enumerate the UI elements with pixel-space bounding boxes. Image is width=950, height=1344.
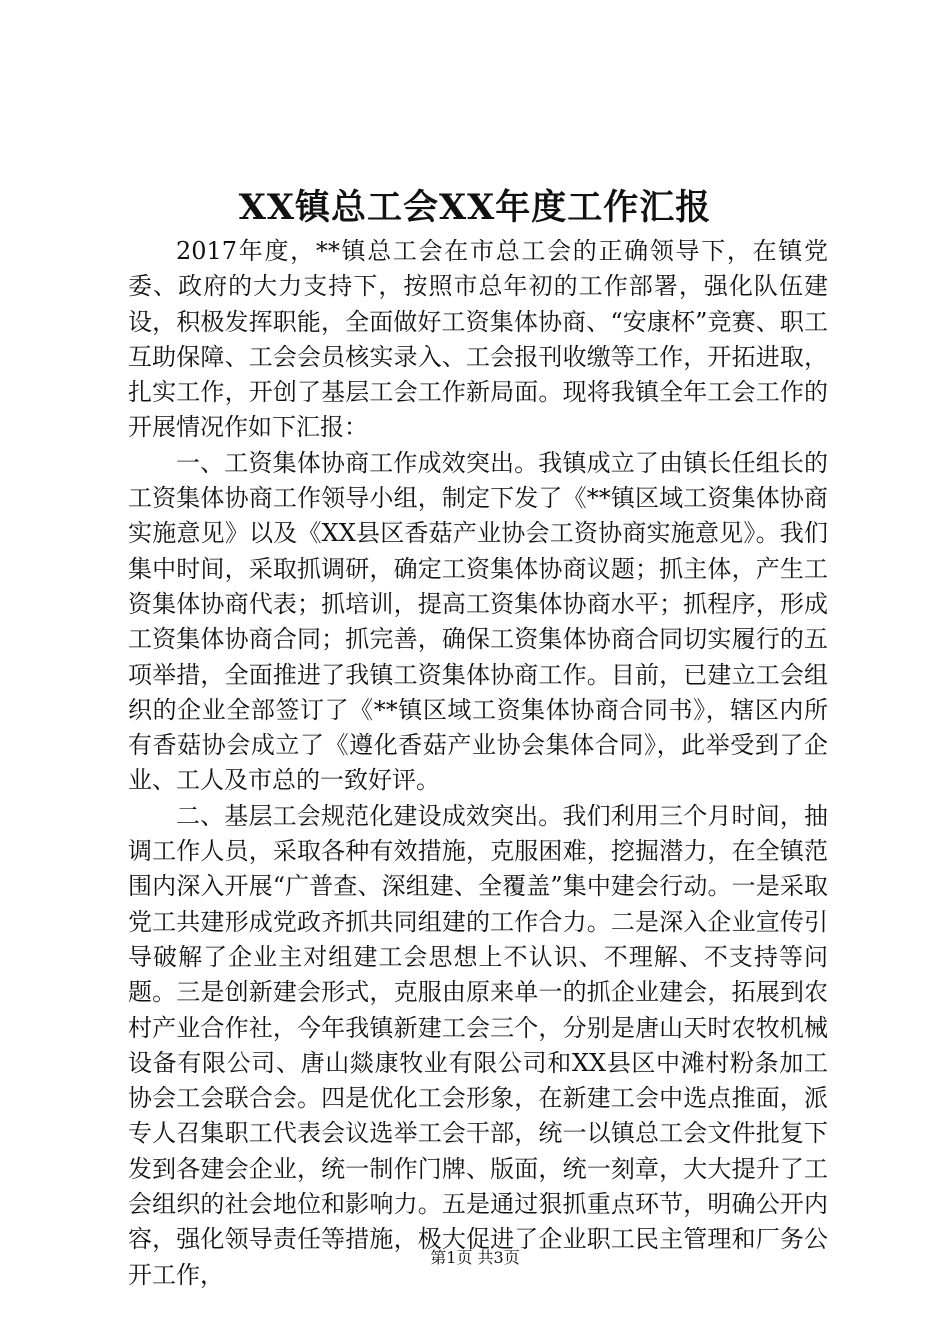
paragraph-wage-negotiation: 一、工资集体协商工作成效突出。我镇成立了由镇长任组长的工资集体协商工作领导小组，制定下发了《**镇区域工资集体协商实施意见》以及《XX县区香菇产业协会工资协商实施意见》。我们集中时间，采取抓调研，确定工资集体协商议题；抓主体，产生工资集体协商代表；抓培训，提高工资集体协商水平；抓程序，形成工资集体协商合同；抓完善，确保工资集体协商合同切实履行的五项举措，全面推进了我镇工资集体协商工作。目前，已建立工会组织的企业全部签订了《**镇区域工资集体协商合同书》，辖区内所有香菇协会成立了《遵化香菇产业协会集体合同》，此举受到了企业、工人及市总的一致好评。 <box>128 448 828 795</box>
paragraph-intro: 2017年度，**镇总工会在市总工会的正确领导下，在镇党委、政府的大力支持下，按照市总年初的工作部署，强化队伍建设，积极发挥职能，全面做好工资集体协商、“安康杯”竞赛、职工互助保障、工会会员核实录入、工会报刊收缴等工作，开拓进取，扎实工作，开创了基层工会工作新局面。现将我镇全年工会工作的开展情况作如下汇报： <box>128 237 828 442</box>
document-title: XX镇总工会XX年度工作汇报 <box>238 187 712 228</box>
document-body <box>128 234 828 1293</box>
paragraph-union-standardization: 二、基层工会规范化建设成效突出。我们利用三个月时间，抽调工作人员，采取各种有效措施，克服困难，挖掘潜力，在全镇范围内深入开展“广普查、深组建、全覆盖”集中建会行动。一是采取党工共建形成党政齐抓共同组建的工作合力。二是深入企业宣传引导破解了企业主对组建工会思想上不认识、不理解、不支持等问题。三是创新建会形式，克服由原来单一的抓企业建会，拓展到农村产业合作社，今年我镇新建工会三个，分别是唐山天时农牧机械设备有限公司、唐山燚康牧业有限公司和XX县区中滩村粉条加工协会工会联合会。四是优化工会形象，在新建工会中选点推面，派专人召集职工代表会议选举工会干部，统一以镇总工会文件批复下发到各建会企业，统一制作门牌、版面，统一刻章，大大提升了工会组织的社会地位和影响力。五是通过狠抓重点环节，明确公开内容，强化领导责任等措施，极大促进了企业职工民主管理和厂务公开工作， <box>128 801 828 1289</box>
page-number-footer: 第1页 共3页 <box>430 1248 520 1267</box>
